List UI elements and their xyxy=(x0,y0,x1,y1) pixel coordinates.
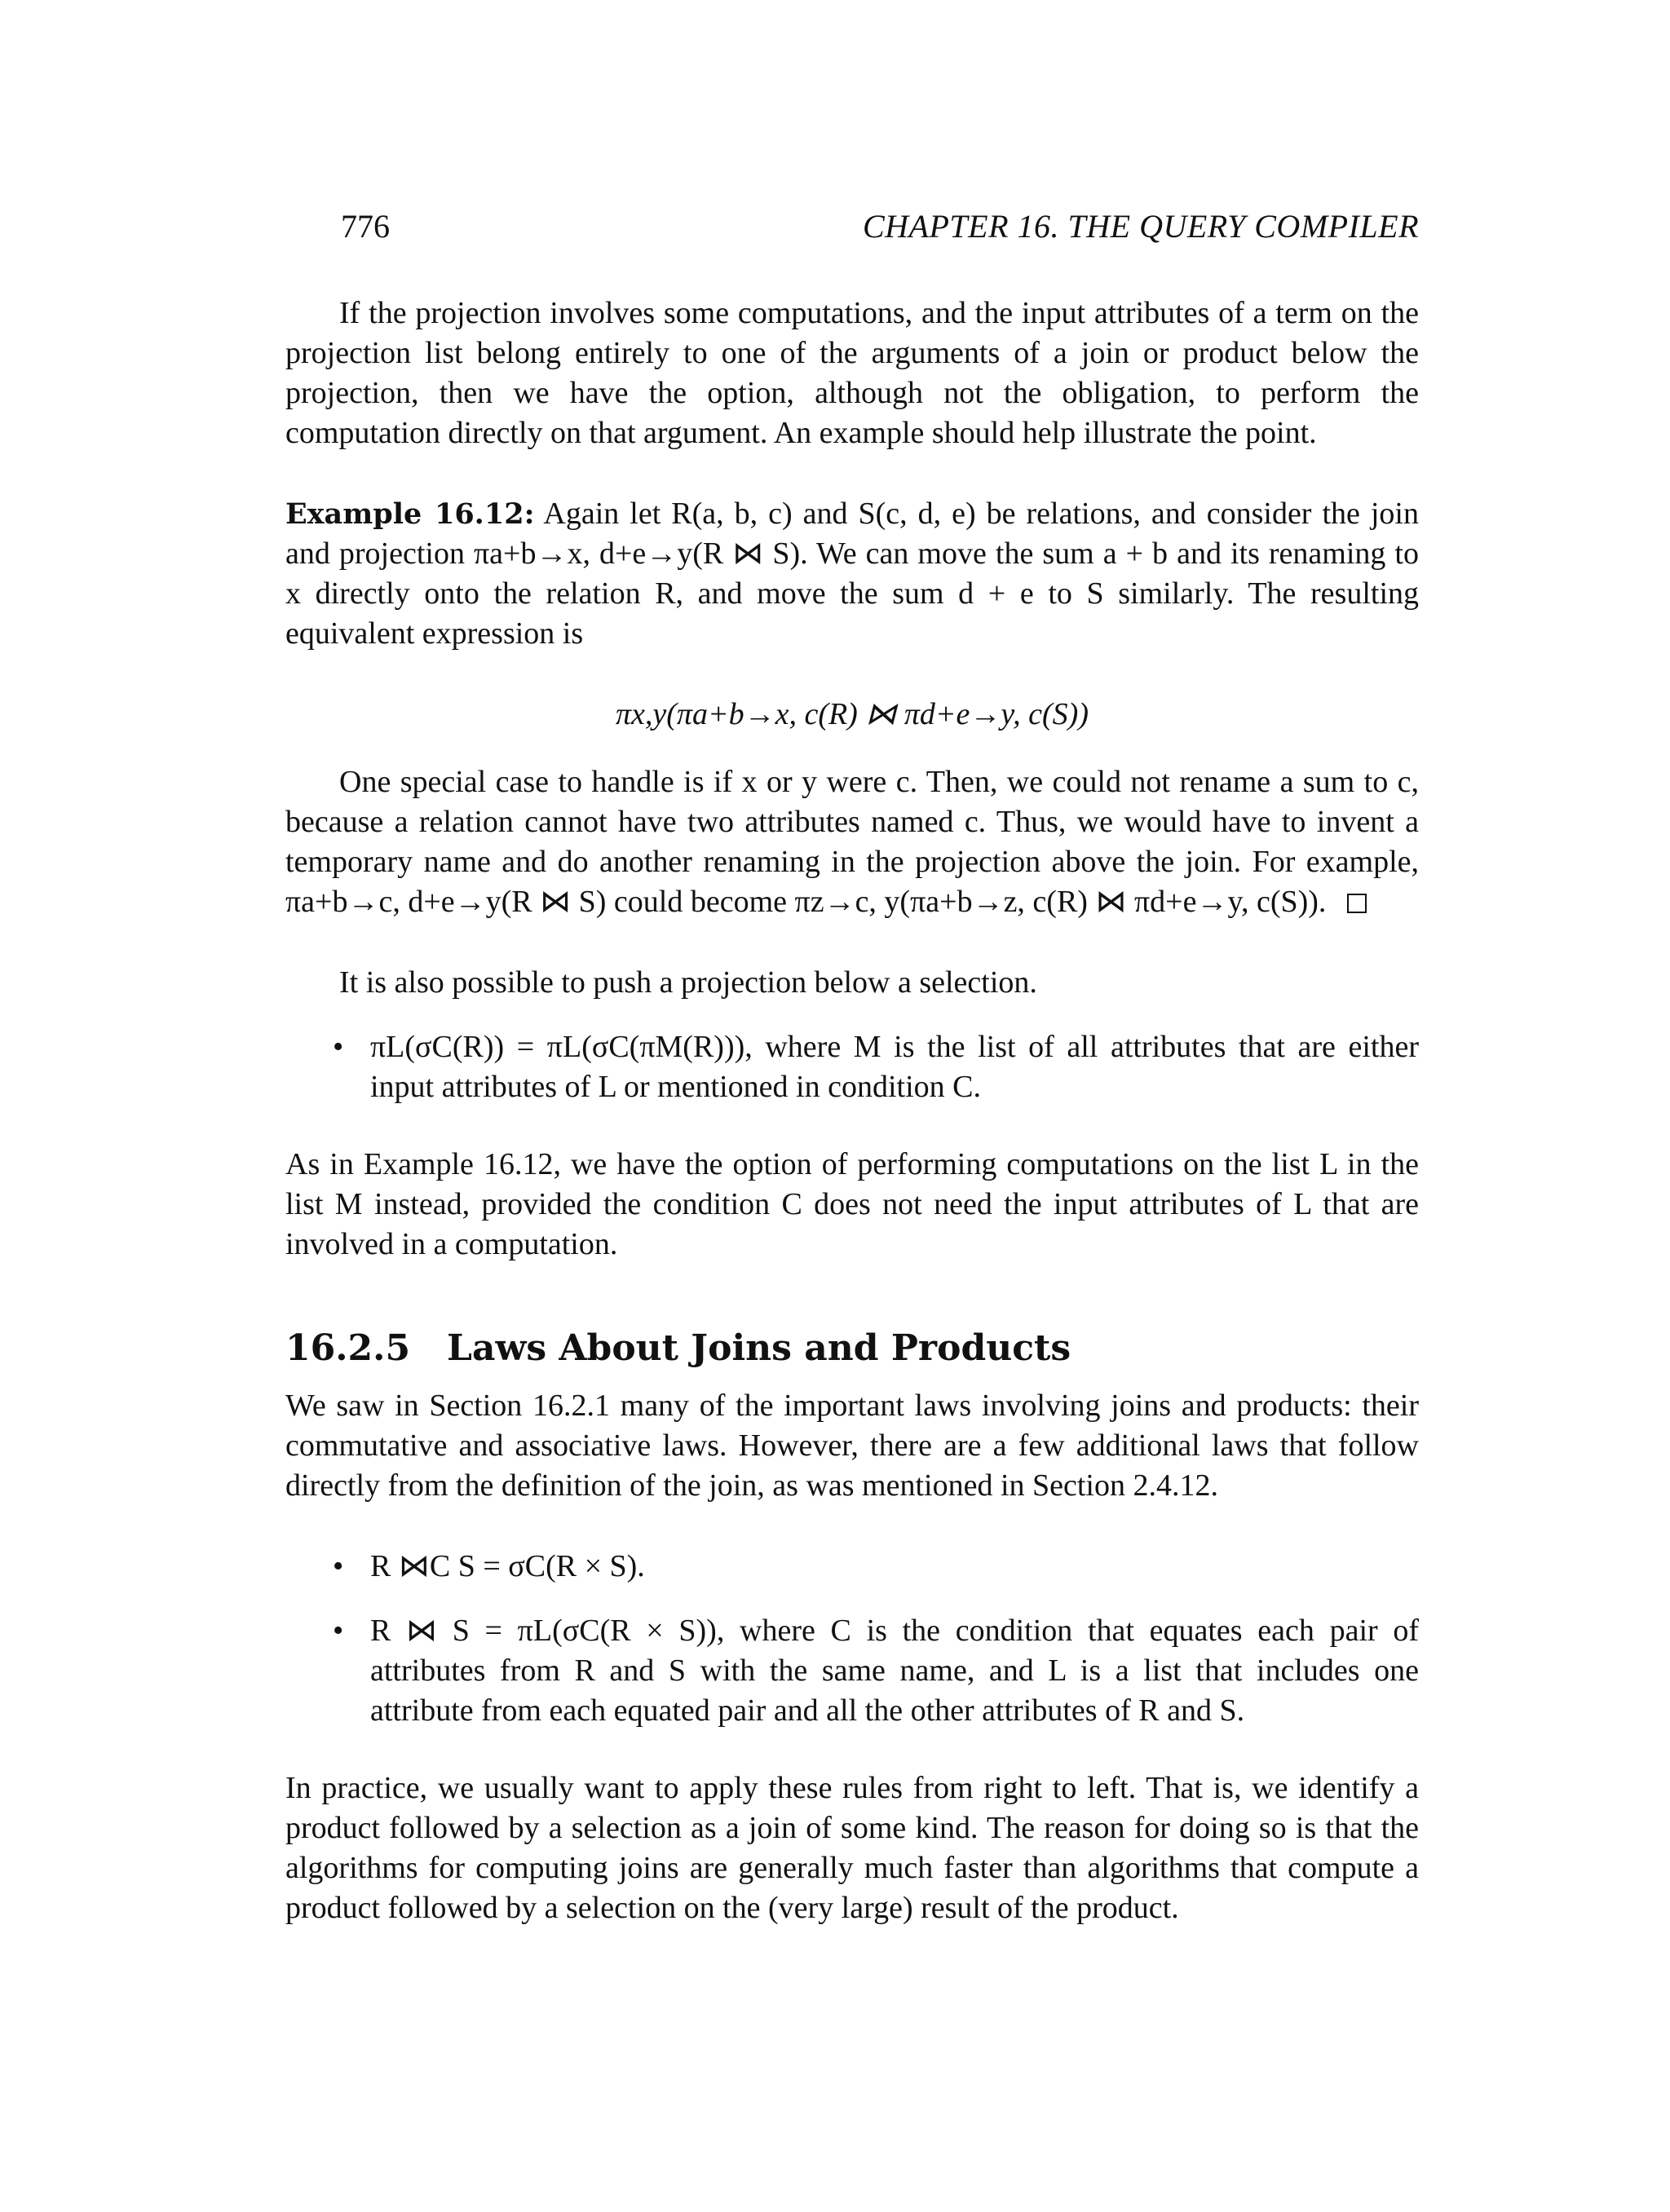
section-title: Laws About Joins and Products xyxy=(447,1327,1071,1369)
paragraph-computations-on-list: As in Example 16.12, we have the option of performing computations on the list L in the list M instead, provided the condition C does not need the input attributes of L that are involved in a computation. xyxy=(285,1147,1419,1261)
paragraph-in-practice: In practice, we usually want to apply these rules from right to left. That is, we identify a product followed by a selection as a join of some kind. The reason for doing so is that the algorithms for computing joins are generally much faster than algorithms that compute a product followed by a selection on the (very large) result of the product. xyxy=(285,1771,1419,1925)
example-continuation xyxy=(285,762,1419,922)
chapter-title: CHAPTER 16. THE QUERY COMPILER xyxy=(862,208,1419,245)
display-formula: πx,y(πa+b→x, c(R) ⋈ πd+e→y, c(S)) xyxy=(615,697,1089,731)
example-continuation-text: One special case to handle is if x or y were c. Then, we could not rename a sum to c, because a relation cannot have two attributes named c. Thus, we would have to invent a temporary name and do another renaming in the projection above the join. For example, πa+b→c, d+e→y(R ⋈ S) could become πz→c, y(πa+b→z, c(R) ⋈ πd+e→y, c(S)). xyxy=(285,765,1419,919)
page-body xyxy=(285,294,1419,1969)
paragraph-joins-products: We saw in Section 16.2.1 many of the important laws involving joins and products: their commutative and associative laws. However, there are a few additional laws that follow directly from the definition of the join, as was mentioned in Section 2.4.12. xyxy=(285,1389,1419,1503)
list-item: • R ⋈C S = σC(R × S). xyxy=(370,1547,1419,1587)
paragraph-push-projection: It is also possible to push a projection below a selection. xyxy=(339,965,1037,1000)
paragraph-projection-computations: If the projection involves some computations, and the input attributes of a term on the projection list belong entirely to one of the arguments of a join or product below the projection, then we have the option, although not the obligation, to perform the computation directly on that argument. An example should help illustrate the point. xyxy=(285,296,1419,450)
list-item: • πL(σC(R)) = πL(σC(πM(R))), where M is the list of all attributes that are either input attributes of L or mentioned in condition C. xyxy=(370,1027,1419,1107)
page-number: 776 xyxy=(341,208,390,245)
list-item: • R ⋈ S = πL(σC(R × S)), where C is the condition that equates each pair of attributes from R and S with the same name, and L is a list that includes one attribute from each equated pair and all the other attributes of R and S. xyxy=(370,1611,1419,1731)
section-number: 16.2.5 xyxy=(285,1327,411,1369)
example-16-12 xyxy=(285,494,1419,654)
section-heading xyxy=(285,1328,1419,1368)
join-law-list xyxy=(285,1547,1419,1731)
example-label: Example 16.12: xyxy=(285,497,535,531)
selection-law-list xyxy=(285,1027,1419,1107)
page-header xyxy=(341,207,1419,256)
end-of-proof-box-icon xyxy=(1347,894,1367,913)
example-text: Again let R(a, b, c) and S(c, d, e) be relations, and consider the join and projection πa+b→x, d+e→y(R ⋈ S). We can move the sum a + b and its renaming to x directly onto the relation R, and move the sum d + e to S similarly. The resulting equivalent expression is xyxy=(285,497,1419,651)
